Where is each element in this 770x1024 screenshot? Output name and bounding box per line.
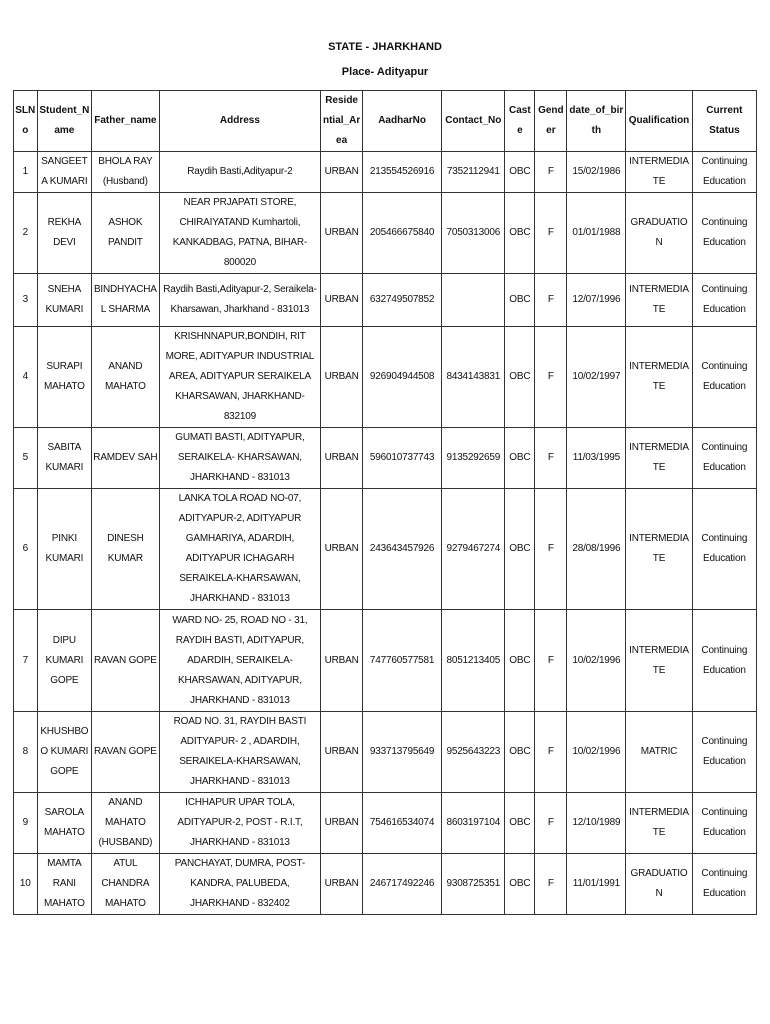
dob-cell: 28/08/1996 — [567, 489, 626, 610]
current-status-cell: Continuing Education — [692, 793, 756, 854]
dob-cell: 10/02/1996 — [567, 712, 626, 793]
caste-cell: OBC — [505, 193, 535, 274]
sl-no-cell: 7 — [14, 610, 38, 712]
aadhar-no-cell: 926904944508 — [362, 327, 441, 428]
student-name-cell: SNEHA KUMARI — [37, 274, 92, 327]
father-name-cell: RAMDEV SAH — [92, 428, 159, 489]
table-row — [14, 274, 757, 327]
dob-cell: 12/07/1996 — [567, 274, 626, 327]
qualification-cell: INTERMEDIATE — [626, 610, 692, 712]
residential-area-cell: URBAN — [321, 274, 363, 327]
aadhar-no-cell: 243643457926 — [362, 489, 441, 610]
sl-no-cell: 5 — [14, 428, 38, 489]
current-status-cell: Continuing Education — [692, 610, 756, 712]
residential-area-cell: URBAN — [321, 610, 363, 712]
qualification-cell: INTERMEDIATE — [626, 793, 692, 854]
column-header: SLNo — [14, 91, 38, 152]
sl-no-cell: 4 — [14, 327, 38, 428]
father-name-cell: ANAND MAHATO (HUSBAND) — [92, 793, 159, 854]
aadhar-no-cell: 747760577581 — [362, 610, 441, 712]
qualification-cell: MATRIC — [626, 712, 692, 793]
address-cell: PANCHAYAT, DUMRA, POST- KANDRA, PALUBEDA, JHARKHAND - 832402 — [159, 854, 321, 915]
table-row — [14, 428, 757, 489]
current-status-cell: Continuing Education — [692, 712, 756, 793]
residential-area-cell: URBAN — [321, 193, 363, 274]
address-cell: KRISHNNAPUR,BONDIH, RIT MORE, ADITYAPUR INDUSTRIAL AREA, ADITYAPUR SERAIKELA KHARSAWAN, JHARKHAND- 832109 — [159, 327, 321, 428]
address-cell: Raydih Basti,Adityapur-2, Seraikela-Kharsawan, Jharkhand - 831013 — [159, 274, 321, 327]
father-name-cell: ANAND MAHATO — [92, 327, 159, 428]
residential-area-cell: URBAN — [321, 428, 363, 489]
qualification-cell: INTERMEDIATE — [626, 152, 692, 193]
aadhar-no-cell: 213554526916 — [362, 152, 441, 193]
father-name-cell: ASHOK PANDIT — [92, 193, 159, 274]
current-status-cell: Continuing Education — [692, 489, 756, 610]
column-header: AadharNo — [362, 91, 441, 152]
current-status-cell: Continuing Education — [692, 274, 756, 327]
caste-cell: OBC — [505, 274, 535, 327]
address-cell: WARD NO- 25, ROAD NO - 31, RAYDIH BASTI, ADITYAPUR, ADARDIH, SERAIKELA-KHARSAWAN, ADITYAPUR, JHARKHAND - 831013 — [159, 610, 321, 712]
dob-cell: 15/02/1986 — [567, 152, 626, 193]
student-name-cell: PINKI KUMARI — [37, 489, 92, 610]
column-header: Father_name — [92, 91, 159, 152]
contact-no-cell — [442, 274, 505, 327]
qualification-cell: INTERMEDIATE — [626, 274, 692, 327]
current-status-cell: Continuing Education — [692, 193, 756, 274]
caste-cell: OBC — [505, 610, 535, 712]
gender-cell: F — [535, 610, 567, 712]
column-header: date_of_birth — [567, 91, 626, 152]
table-row — [14, 712, 757, 793]
column-header: Address — [159, 91, 321, 152]
dob-cell: 10/02/1996 — [567, 610, 626, 712]
residential-area-cell: URBAN — [321, 793, 363, 854]
column-header: Caste — [505, 91, 535, 152]
father-name-cell: ATUL CHANDRA MAHATO — [92, 854, 159, 915]
residential-area-cell: URBAN — [321, 489, 363, 610]
aadhar-no-cell: 596010737743 — [362, 428, 441, 489]
dob-cell: 01/01/1988 — [567, 193, 626, 274]
current-status-cell: Continuing Education — [692, 152, 756, 193]
dob-cell: 10/02/1997 — [567, 327, 626, 428]
residential-area-cell: URBAN — [321, 712, 363, 793]
caste-cell: OBC — [505, 793, 535, 854]
aadhar-no-cell: 632749507852 — [362, 274, 441, 327]
dob-cell: 11/01/1991 — [567, 854, 626, 915]
caste-cell: OBC — [505, 712, 535, 793]
state-title: STATE - JHARKHAND — [328, 41, 442, 53]
aadhar-no-cell: 205466675840 — [362, 193, 441, 274]
gender-cell: F — [535, 327, 567, 428]
gender-cell: F — [535, 193, 567, 274]
student-name-cell: SANGEETA KUMARI — [37, 152, 92, 193]
aadhar-no-cell: 933713795649 — [362, 712, 441, 793]
gender-cell: F — [535, 712, 567, 793]
aadhar-no-cell: 246717492246 — [362, 854, 441, 915]
caste-cell: OBC — [505, 152, 535, 193]
current-status-cell: Continuing Education — [692, 854, 756, 915]
contact-no-cell: 9279467274 — [442, 489, 505, 610]
residential-area-cell: URBAN — [321, 152, 363, 193]
father-name-cell: BHOLA RAY (Husband) — [92, 152, 159, 193]
address-cell: GUMATI BASTI, ADITYAPUR, SERAIKELA- KHARSAWAN, JHARKHAND - 831013 — [159, 428, 321, 489]
gender-cell: F — [535, 274, 567, 327]
contact-no-cell: 8051213405 — [442, 610, 505, 712]
qualification-cell: INTERMEDIATE — [626, 428, 692, 489]
table-body — [14, 152, 757, 915]
column-header: Qualification — [626, 91, 692, 152]
address-cell: LANKA TOLA ROAD NO-07, ADITYAPUR-2, ADITYAPUR GAMHARIYA, ADARDIH, ADITYAPUR ICHAGARH SERAIKELA-KHARSAWAN, JHARKHAND - 831013 — [159, 489, 321, 610]
student-table — [13, 90, 757, 915]
student-name-cell: MAMTA RANI MAHATO — [37, 854, 92, 915]
caste-cell: OBC — [505, 327, 535, 428]
gender-cell: F — [535, 152, 567, 193]
contact-no-cell: 8434143831 — [442, 327, 505, 428]
table-header-row — [14, 91, 757, 152]
father-name-cell: BINDHYACHAL SHARMA — [92, 274, 159, 327]
address-cell: Raydih Basti,Adityapur-2 — [159, 152, 321, 193]
qualification-cell: INTERMEDIATE — [626, 327, 692, 428]
sl-no-cell: 3 — [14, 274, 38, 327]
student-name-cell: SABITA KUMARI — [37, 428, 92, 489]
column-header: Student_Name — [37, 91, 92, 152]
column-header: Residential_Area — [321, 91, 363, 152]
father-name-cell: RAVAN GOPE — [92, 610, 159, 712]
residential-area-cell: URBAN — [321, 327, 363, 428]
current-status-cell: Continuing Education — [692, 428, 756, 489]
qualification-cell: GRADUATION — [626, 854, 692, 915]
caste-cell: OBC — [505, 854, 535, 915]
sl-no-cell: 8 — [14, 712, 38, 793]
table-row — [14, 152, 757, 193]
dob-cell: 12/10/1989 — [567, 793, 626, 854]
gender-cell: F — [535, 854, 567, 915]
father-name-cell: DINESH KUMAR — [92, 489, 159, 610]
contact-no-cell: 9308725351 — [442, 854, 505, 915]
column-header: Current Status — [692, 91, 756, 152]
caste-cell: OBC — [505, 489, 535, 610]
student-name-cell: DIPU KUMARI GOPE — [37, 610, 92, 712]
residential-area-cell: URBAN — [321, 854, 363, 915]
column-header: Contact_No — [442, 91, 505, 152]
address-cell: ICHHAPUR UPAR TOLA, ADITYAPUR-2, POST - R.I.T, JHARKHAND - 831013 — [159, 793, 321, 854]
student-name-cell: SAROLA MAHATO — [37, 793, 92, 854]
sl-no-cell: 10 — [14, 854, 38, 915]
student-name-cell: REKHA DEVI — [37, 193, 92, 274]
table-row — [14, 610, 757, 712]
table-row — [14, 793, 757, 854]
caste-cell: OBC — [505, 428, 535, 489]
address-cell: ROAD NO. 31, RAYDIH BASTI ADITYAPUR- 2 , ADARDIH, SERAIKELA-KHARSAWAN, JHARKHAND - 831013 — [159, 712, 321, 793]
sl-no-cell: 9 — [14, 793, 38, 854]
father-name-cell: RAVAN GOPE — [92, 712, 159, 793]
contact-no-cell: 9525643223 — [442, 712, 505, 793]
contact-no-cell: 7352112941 — [442, 152, 505, 193]
contact-no-cell: 9135292659 — [442, 428, 505, 489]
place-subtitle: Place- Adityapur — [341, 66, 429, 78]
student-name-cell: KHUSHBOO KUMARI GOPE — [37, 712, 92, 793]
qualification-cell: INTERMEDIATE — [626, 489, 692, 610]
qualification-cell: GRADUATION — [626, 193, 692, 274]
current-status-cell: Continuing Education — [692, 327, 756, 428]
aadhar-no-cell: 754616534074 — [362, 793, 441, 854]
contact-no-cell: 7050313006 — [442, 193, 505, 274]
gender-cell: F — [535, 428, 567, 489]
column-header: Gender — [535, 91, 567, 152]
table-row — [14, 489, 757, 610]
contact-no-cell: 8603197104 — [442, 793, 505, 854]
gender-cell: F — [535, 793, 567, 854]
sl-no-cell: 1 — [14, 152, 38, 193]
dob-cell: 11/03/1995 — [567, 428, 626, 489]
table-row — [14, 854, 757, 915]
table-row — [14, 327, 757, 428]
table-row — [14, 193, 757, 274]
address-cell: NEAR PRJAPATI STORE, CHIRAIYATAND Kumhartoli, KANKADBAG, PATNA, BIHAR- 800020 — [159, 193, 321, 274]
gender-cell: F — [535, 489, 567, 610]
student-name-cell: SURAPI MAHATO — [37, 327, 92, 428]
sl-no-cell: 2 — [14, 193, 38, 274]
sl-no-cell: 6 — [14, 489, 38, 610]
